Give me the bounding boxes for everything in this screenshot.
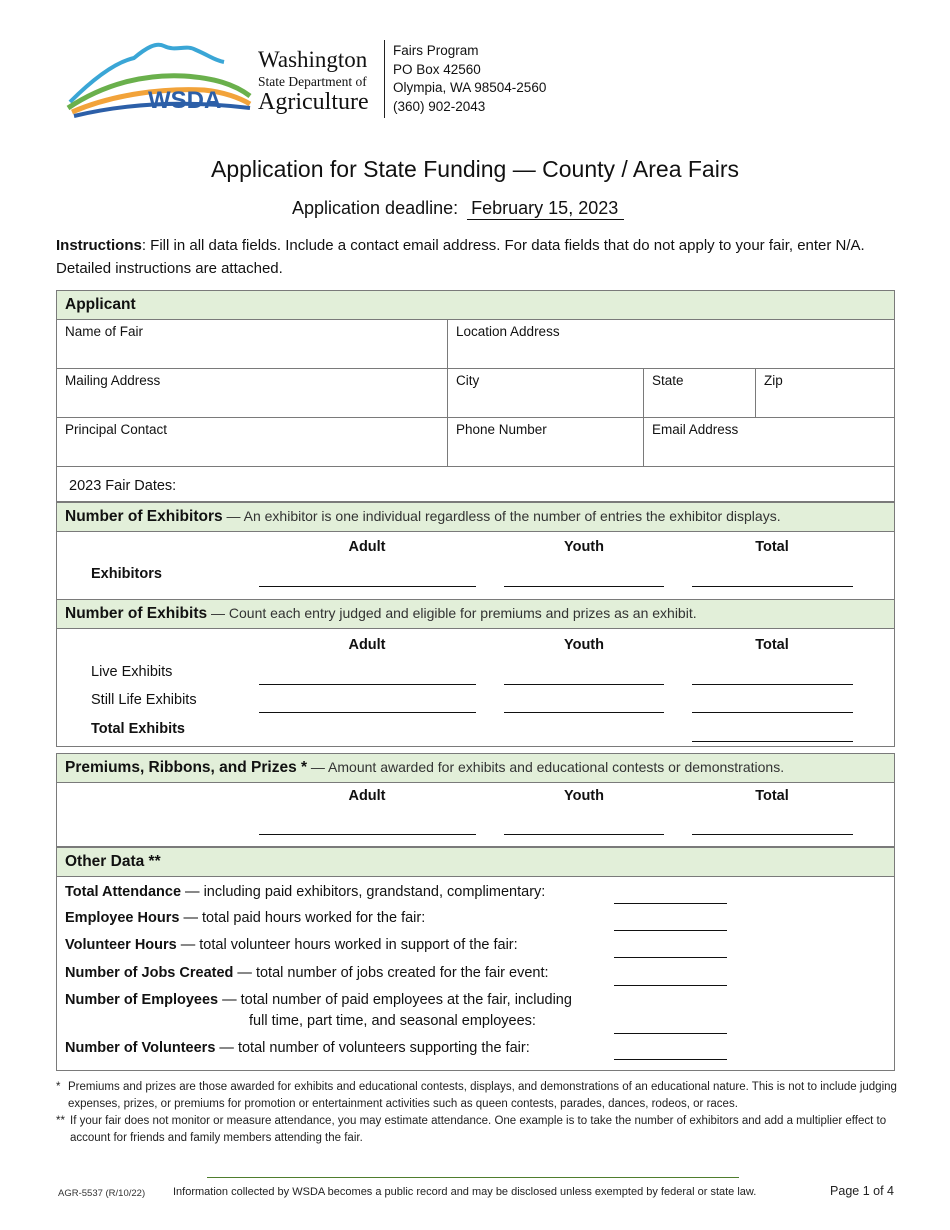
- premiums-youth-line[interactable]: [504, 834, 664, 835]
- total-exhibits-total-line[interactable]: [692, 741, 853, 742]
- svg-text:WSDA: WSDA: [148, 87, 222, 114]
- live-exhibits-youth-line[interactable]: [504, 684, 664, 685]
- location-address-label: Location Address: [456, 324, 560, 339]
- state-label: State: [652, 373, 684, 388]
- instructions-lead: Instructions: [56, 237, 142, 254]
- col-youth: Youth: [564, 539, 604, 555]
- col-total: Total: [755, 637, 789, 653]
- agency-line-1: Washington: [258, 47, 368, 72]
- phone-number-label: Phone Number: [456, 422, 547, 437]
- total-attendance-item: [65, 883, 545, 902]
- total-attendance-desc: — including paid exhibitors, grandstand, complimentary:: [181, 884, 546, 900]
- zip-field[interactable]: [756, 369, 894, 418]
- employee-hours-item: [65, 909, 425, 928]
- exhibitors-desc: — An exhibitor is one individual regardless of the number of entries the exhibitor displays.: [222, 508, 781, 524]
- footer-rule: [207, 1177, 739, 1178]
- public-record-notice: Information collected by WSDA becomes a public record and may be disclosed unless exempted by federal or state law.: [173, 1186, 757, 1198]
- exhibits-desc: — Count each entry judged and eligible for premiums and prizes as an exhibit.: [207, 605, 697, 621]
- fair-dates-field[interactable]: [57, 467, 894, 502]
- exhibitors-youth-line[interactable]: [504, 586, 664, 587]
- exhibitors-adult-line[interactable]: [259, 586, 476, 587]
- volunteer-hours-item: [65, 936, 518, 955]
- premiums-title: Premiums, Ribbons, and Prizes *: [65, 759, 308, 776]
- total-attendance-line[interactable]: [614, 903, 727, 904]
- live-exhibits-adult-line[interactable]: [259, 684, 476, 685]
- exhibitors-total-line[interactable]: [692, 586, 853, 587]
- footnotes: [56, 1079, 916, 1147]
- col-adult: Adult: [348, 539, 386, 555]
- name-of-fair-label: Name of Fair: [65, 324, 144, 339]
- number-of-volunteers-line[interactable]: [614, 1059, 727, 1060]
- footnote-text: If your fair does not monitor or measure attendance, you may estimate attendance. One example is to take the number of exhibitors and add a multiplier effect to account for friends and family members attending the fair.: [70, 1115, 887, 1144]
- state-field[interactable]: [644, 369, 756, 418]
- wsda-logo-icon: [64, 38, 254, 122]
- footnote-marker: *: [56, 1081, 61, 1093]
- other-data-heading: Other Data **: [65, 853, 161, 870]
- location-address-field[interactable]: [448, 320, 894, 369]
- premiums-total-line[interactable]: [692, 834, 853, 835]
- premiums-desc: — Amount awarded for exhibits and educational contests or demonstrations.: [307, 759, 785, 775]
- page-number: Page 1 of 4: [830, 1184, 894, 1198]
- page-title: Application for State Funding — County / Area Fairs: [211, 156, 739, 182]
- number-of-volunteers-label: Number of Volunteers: [65, 1040, 216, 1056]
- still-life-adult-line[interactable]: [259, 712, 476, 713]
- volunteer-hours-desc: — total volunteer hours worked in support of the fair:: [176, 937, 518, 953]
- wsda-logo: [64, 38, 254, 122]
- jobs-created-desc: — total number of jobs created for the fair event:: [233, 965, 549, 981]
- contact-line: Fairs Program: [393, 43, 479, 58]
- col-youth: Youth: [564, 788, 604, 804]
- premiums-header: [56, 753, 895, 783]
- fair-dates-year: 2023: [69, 478, 102, 494]
- phone-number-field[interactable]: [448, 418, 644, 467]
- agency-name: [258, 48, 378, 114]
- exhibitors-header: [56, 502, 895, 532]
- agency-line-2: State Department of: [258, 74, 367, 89]
- exhibitors-box: [56, 532, 895, 600]
- live-exhibits-label: Live Exhibits: [91, 664, 173, 680]
- deadline-value: February 15, 2023: [467, 198, 624, 220]
- city-label: City: [456, 373, 480, 388]
- applicant-heading: Applicant: [65, 296, 136, 313]
- other-data-box: [56, 877, 895, 1071]
- header-divider: [384, 40, 385, 118]
- employee-hours-desc: — total paid hours worked for the fair:: [179, 910, 426, 926]
- exhibitors-heading: [65, 508, 781, 526]
- number-of-volunteers-desc: — total number of volunteers supporting the fair:: [215, 1040, 530, 1056]
- footnote-attendance: [56, 1113, 916, 1147]
- total-exhibits-label: Total Exhibits: [91, 721, 185, 737]
- jobs-created-item: [65, 964, 549, 983]
- instructions: [56, 234, 906, 280]
- agency-line-3: Agriculture: [258, 88, 369, 115]
- footnote-premiums: [56, 1079, 916, 1113]
- zip-label: Zip: [764, 373, 783, 388]
- employee-hours-label: Employee Hours: [65, 910, 180, 926]
- exhibits-heading: [65, 605, 697, 623]
- contact-line: (360) 902-2043: [393, 98, 486, 114]
- still-life-exhibits-label: Still Life Exhibits: [91, 692, 197, 708]
- deadline-label: Application deadline:: [292, 198, 459, 218]
- footnote-text: Premiums and prizes are those awarded for exhibits and educational contests, displays, and demonstrations of an educational nature. This is not to include judging expenses, prizes, or premiums for promotion or entertainment activities such as queen contests, parades, dances, rodeos, or races.: [68, 1081, 897, 1110]
- total-attendance-label: Total Attendance: [65, 884, 182, 900]
- col-total: Total: [755, 539, 789, 555]
- exhibits-title: Number of Exhibits: [65, 605, 208, 622]
- footnote-marker: **: [56, 1115, 65, 1127]
- name-of-fair-field[interactable]: [57, 320, 448, 369]
- exhibitors-title: Number of Exhibitors: [65, 508, 223, 525]
- live-exhibits-total-line[interactable]: [692, 684, 853, 685]
- premiums-box: [56, 783, 895, 847]
- number-of-employees-label: Number of Employees: [65, 992, 219, 1008]
- mailing-address-label: Mailing Address: [65, 373, 161, 388]
- exhibits-header: [56, 599, 895, 629]
- principal-contact-field[interactable]: [57, 418, 448, 467]
- applicant-header: [56, 290, 895, 320]
- applicant-box: [56, 320, 895, 502]
- email-address-label: Email Address: [652, 422, 739, 437]
- jobs-created-line[interactable]: [614, 985, 727, 986]
- col-adult: Adult: [348, 788, 386, 804]
- instructions-text: : Fill in all data fields. Include a contact email address. For data fields that do not apply to your fair, enter N/A. Detailed instructions are attached.: [56, 237, 865, 277]
- fair-dates-label: [69, 478, 176, 494]
- other-data-header: [56, 847, 895, 877]
- form-code: AGR-5537 (R/10/22): [58, 1188, 146, 1199]
- volunteer-hours-line[interactable]: [614, 957, 727, 958]
- principal-contact-label: Principal Contact: [65, 422, 168, 437]
- exhibitors-row-label: Exhibitors: [91, 566, 162, 582]
- contact-line: Olympia, WA 98504-2560: [393, 80, 547, 95]
- jobs-created-label: Number of Jobs Created: [65, 965, 234, 981]
- premiums-heading: [65, 759, 784, 777]
- number-of-volunteers-item: [65, 1039, 530, 1058]
- number-of-employees-desc-2: full time, part time, and seasonal employees:: [249, 1013, 536, 1029]
- exhibits-box: [56, 629, 895, 747]
- volunteer-hours-label: Volunteer Hours: [65, 937, 177, 953]
- number-of-employees-desc: — total number of paid employees at the fair, including: [218, 992, 572, 1008]
- mailing-address-field[interactable]: [57, 369, 448, 418]
- employee-hours-line[interactable]: [614, 930, 727, 931]
- number-of-employees-line[interactable]: [614, 1033, 727, 1034]
- fair-dates-text: Fair Dates:: [105, 478, 177, 494]
- col-youth: Youth: [564, 637, 604, 653]
- number-of-employees-item: [65, 991, 572, 1010]
- still-life-youth-line[interactable]: [504, 712, 664, 713]
- col-adult: Adult: [348, 637, 386, 653]
- still-life-total-line[interactable]: [692, 712, 853, 713]
- city-field[interactable]: [448, 369, 644, 418]
- col-total: Total: [755, 788, 789, 804]
- email-address-field[interactable]: [644, 418, 894, 467]
- contact-block: [393, 42, 546, 116]
- premiums-adult-line[interactable]: [259, 834, 476, 835]
- deadline: [292, 198, 624, 220]
- contact-line: PO Box 42560: [393, 61, 481, 77]
